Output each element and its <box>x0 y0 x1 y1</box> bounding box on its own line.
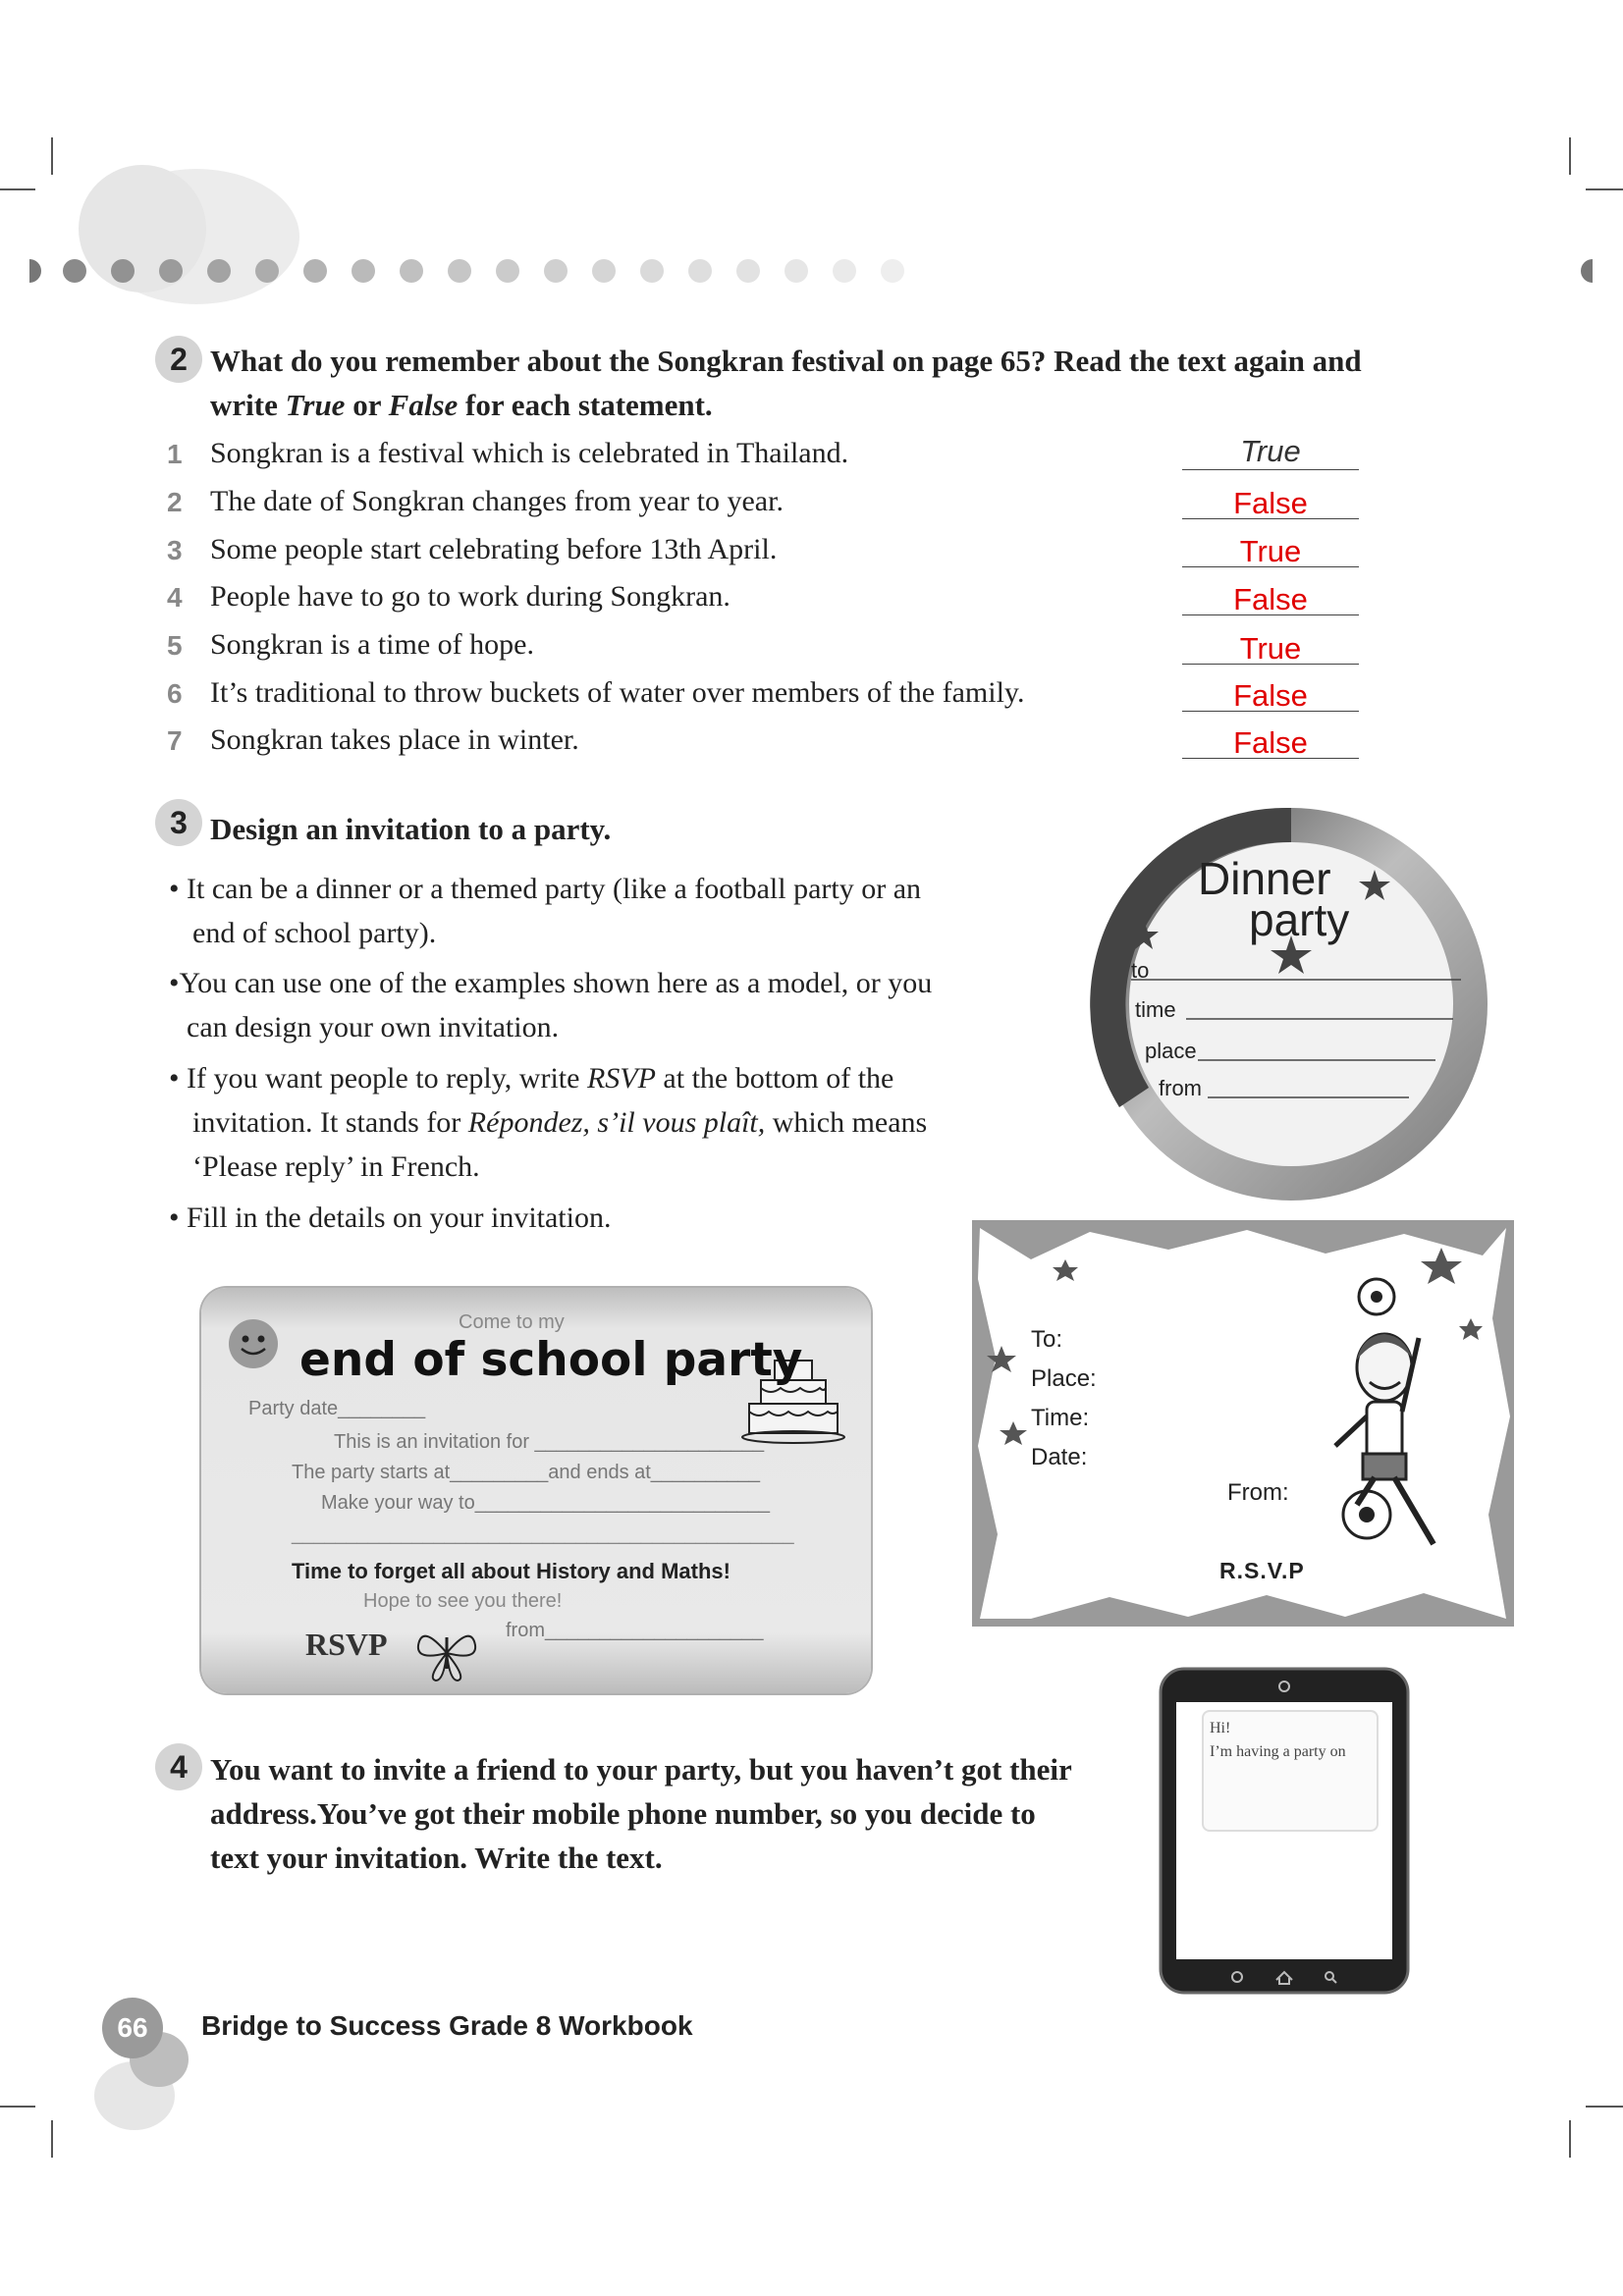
answer-field[interactable]: False <box>1233 678 1308 713</box>
statement-number: 6 <box>167 678 183 709</box>
party-title: end of school party <box>299 1333 803 1387</box>
true-word: True <box>285 388 346 422</box>
answer-line <box>1182 614 1359 615</box>
bullet-line: invitation. It stands for <box>192 1106 468 1139</box>
hope-line: Hope to see you there! <box>363 1590 563 1612</box>
bullet-point <box>169 1056 1033 1189</box>
make-your-way: Make your way to___________________________ <box>321 1492 771 1514</box>
dinner-party-invitation <box>1090 803 1492 1205</box>
bullet-line: • It can be a dinner or a themed party (like a football party or an <box>169 873 922 905</box>
bullet-line: •You can use one of the examples shown here as a model, or you <box>169 967 933 999</box>
bullet-point <box>169 961 1033 1049</box>
answer-line <box>1182 469 1359 470</box>
bullet-line: at the bottom of the <box>655 1062 894 1095</box>
smiley-icon <box>227 1317 280 1370</box>
statement-text: People have to go to work during Songkran. <box>210 580 730 613</box>
exercise-2-prompt <box>210 339 1487 427</box>
crop-mark <box>1586 2106 1623 2108</box>
answer-field[interactable]: False <box>1233 582 1308 616</box>
bullet-line: can design your own invitation. <box>187 1011 560 1043</box>
statement-number: 3 <box>167 535 183 565</box>
place-label: place <box>1145 1039 1197 1063</box>
answer-field[interactable]: True <box>1239 631 1302 666</box>
statement-text: It’s traditional to throw buckets of water over members of the family. <box>210 676 1025 709</box>
crop-mark <box>51 2120 53 2158</box>
butterfly-icon <box>412 1624 481 1682</box>
bullet-line: end of school party). <box>192 917 437 949</box>
crop-mark <box>1586 188 1623 190</box>
prompt-line: text your invitation. Write the text. <box>210 1841 663 1875</box>
exercise-2-number: 2 <box>155 336 202 383</box>
statement-text: Some people start celebrating before 13th April. <box>210 533 778 565</box>
answer-line <box>1182 566 1359 567</box>
time-label: time <box>1135 997 1176 1022</box>
crop-mark <box>0 2106 35 2108</box>
prompt-line: or <box>345 388 389 422</box>
to-label: to <box>1131 958 1150 983</box>
dinner-title: Dinner <box>1198 853 1331 904</box>
answer-field[interactable]: True <box>1240 434 1301 468</box>
from-line: from____________________ <box>506 1620 764 1641</box>
crop-mark <box>51 137 53 175</box>
statement-number: 7 <box>167 725 183 756</box>
bullet-point <box>169 1196 1033 1240</box>
rsvp-label: R.S.V.P <box>1219 1558 1305 1583</box>
answer-field[interactable]: False <box>1233 725 1308 760</box>
from-label: From: <box>1227 1479 1289 1506</box>
time-label: Time: <box>1031 1405 1090 1431</box>
answer-line <box>1182 664 1359 665</box>
french-phrase: Répondez, s’il vous plaît, <box>467 1106 766 1139</box>
invitation-for: This is an invitation for _____________________ <box>334 1431 765 1453</box>
party-times: The party starts at_________and ends at__________ <box>292 1462 761 1483</box>
exercise-4-prompt <box>210 1747 1153 1880</box>
blank-line: ______________________________________________ <box>292 1523 794 1545</box>
mobile-phone <box>1159 1667 1410 1995</box>
statement-number: 2 <box>167 487 183 517</box>
header-dot-row <box>22 251 1612 291</box>
prompt-line: What do you remember about the Songkran festival on page 65? Read the text again and <box>210 344 1362 378</box>
come-to-my: Come to my <box>459 1311 565 1333</box>
book-title: Bridge to Success Grade 8 Workbook <box>201 2010 693 2041</box>
statement-number: 1 <box>167 439 183 469</box>
prompt-line: address.You’ve got their mobile phone number, so you decide to <box>210 1796 1036 1831</box>
exercise-4-number: 4 <box>155 1743 202 1790</box>
party-date: Party date________ <box>248 1398 426 1419</box>
football-party-invitation <box>972 1220 1514 1627</box>
statement-text: Songkran is a festival which is celebrated in Thailand. <box>210 437 849 469</box>
false-word: False <box>388 388 459 422</box>
place-label: Place: <box>1031 1365 1097 1392</box>
from-label: from <box>1159 1076 1202 1100</box>
answer-line <box>1182 758 1359 759</box>
bullet-line: ‘Please reply’ in French. <box>192 1150 480 1183</box>
message-text: I’m having a party on <box>1210 1743 1346 1760</box>
exercise-3-number: 3 <box>155 799 202 846</box>
statement-number: 4 <box>167 582 183 613</box>
date-label: Date: <box>1031 1444 1088 1470</box>
statement-number: 5 <box>167 630 183 661</box>
prompt-line: for each statement. <box>458 388 713 422</box>
statement-text: Songkran takes place in winter. <box>210 723 579 756</box>
bullet-line: • Fill in the details on your invitation. <box>169 1201 612 1234</box>
statement-text: The date of Songkran changes from year to year. <box>210 485 784 517</box>
bullet-point <box>169 867 1033 955</box>
prompt-line: write <box>210 388 286 422</box>
answer-field[interactable]: False <box>1233 486 1308 520</box>
prompt-line: You want to invite a friend to your party, but you haven’t got their <box>210 1752 1072 1787</box>
crop-mark <box>1569 137 1571 175</box>
crop-mark <box>0 188 35 190</box>
rsvp-stamp: RSVP <box>305 1627 388 1662</box>
dinner-title: party <box>1249 894 1350 945</box>
answer-line <box>1182 518 1359 519</box>
page-number: 66 <box>102 1998 163 2058</box>
answer-field[interactable]: True <box>1239 534 1302 568</box>
rsvp-word: RSVP <box>586 1062 656 1095</box>
statement-text: Songkran is a time of hope. <box>210 628 534 661</box>
bullet-line: which means <box>765 1106 928 1139</box>
forget-line: Time to forget all about History and Maths! <box>292 1559 730 1583</box>
answer-line <box>1182 711 1359 712</box>
crop-mark <box>1569 2120 1571 2158</box>
to-label: To: <box>1031 1326 1063 1353</box>
bullet-line: • If you want people to reply, write <box>169 1062 587 1095</box>
end-of-school-invitation <box>201 1288 871 1693</box>
message-text: Hi! <box>1210 1720 1231 1736</box>
exercise-3-prompt: Design an invitation to a party. <box>210 812 612 846</box>
